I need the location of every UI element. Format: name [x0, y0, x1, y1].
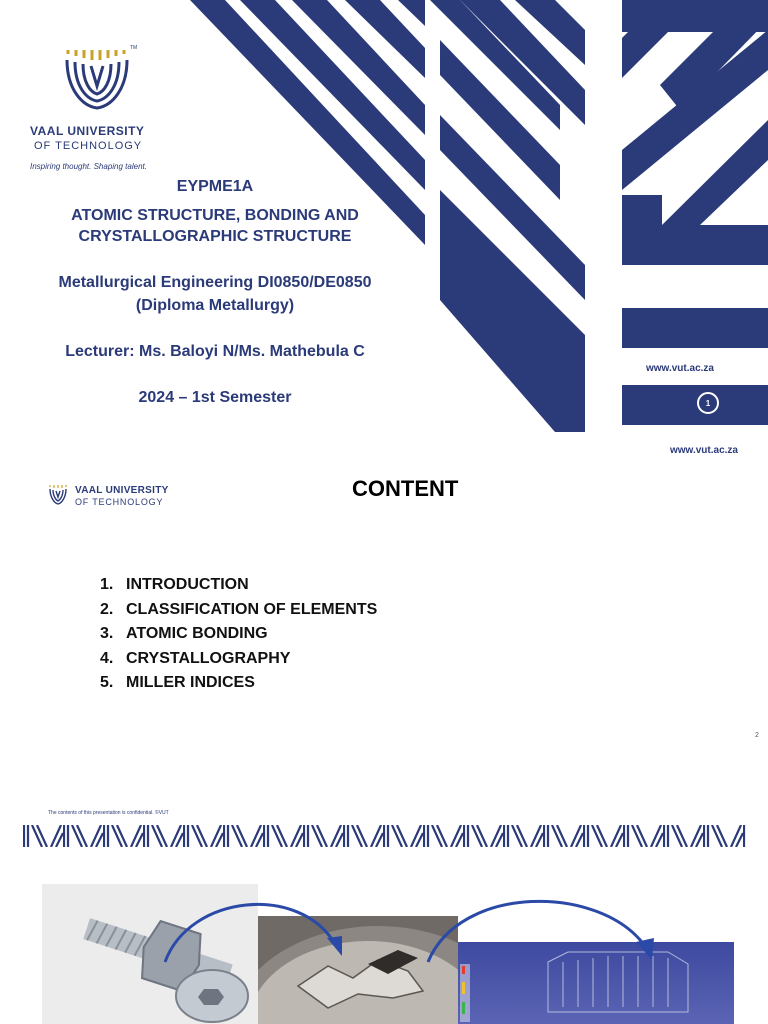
list-item: 4. CRYSTALLOGRAPHY — [100, 649, 291, 667]
logo-tm: TM — [130, 45, 138, 51]
course-code: EYPME1A — [176, 178, 254, 195]
content-heading: CONTENT — [352, 476, 459, 501]
list-item: 1. INTRODUCTION — [100, 576, 249, 593]
content-slide — [0, 432, 768, 864]
decorative-pattern-band — [23, 825, 746, 847]
confidential-notice: The contents of this presentation is confidential. ©VUT — [48, 810, 169, 816]
list-item: 2. CLASSIFICATION OF ELEMENTS — [100, 600, 378, 618]
program-line-2: (Diploma Metallurgy) — [135, 297, 295, 314]
slide-number: 1 — [705, 398, 711, 408]
lecturer: Lecturer: Ms. Baloyi N/Ms. Mathebula C — [65, 343, 365, 360]
page-number: 2 — [755, 732, 759, 739]
flow-arrows — [0, 864, 768, 1024]
vut-logo-icon — [62, 44, 132, 114]
list-item: 3. ATOMIC BONDING — [100, 625, 268, 642]
website-link[interactable]: www.vut.ac.za — [670, 445, 738, 456]
website-link[interactable]: www.vut.ac.za — [646, 363, 714, 374]
images-slide — [0, 864, 768, 1024]
logo-university-name-line2: OF TECHNOLOGY — [34, 140, 143, 152]
logo-university-name: VAAL UNIVERSITY — [75, 485, 169, 496]
title-line-2: CRYSTALLOGRAPHIC STRUCTURE — [78, 228, 352, 245]
list-item: 5. MILLER INDICES — [100, 674, 255, 691]
logo-tagline: Inspiring thought. Shaping talent. — [30, 162, 147, 171]
semester: 2024 – 1st Semester — [138, 389, 292, 406]
vut-logo-small-icon — [48, 484, 68, 506]
content-list — [100, 576, 377, 699]
logo-university-name: VAAL UNIVERSITY — [30, 124, 145, 138]
slide-number-badge — [697, 392, 719, 414]
title-line-1: ATOMIC STRUCTURE, BONDING AND — [71, 207, 359, 224]
title-slide — [0, 0, 768, 432]
program-line-1: Metallurgical Engineering DI0850/DE0850 — [58, 274, 372, 291]
logo-university-name-line2: OF TECHNOLOGY — [75, 497, 164, 507]
